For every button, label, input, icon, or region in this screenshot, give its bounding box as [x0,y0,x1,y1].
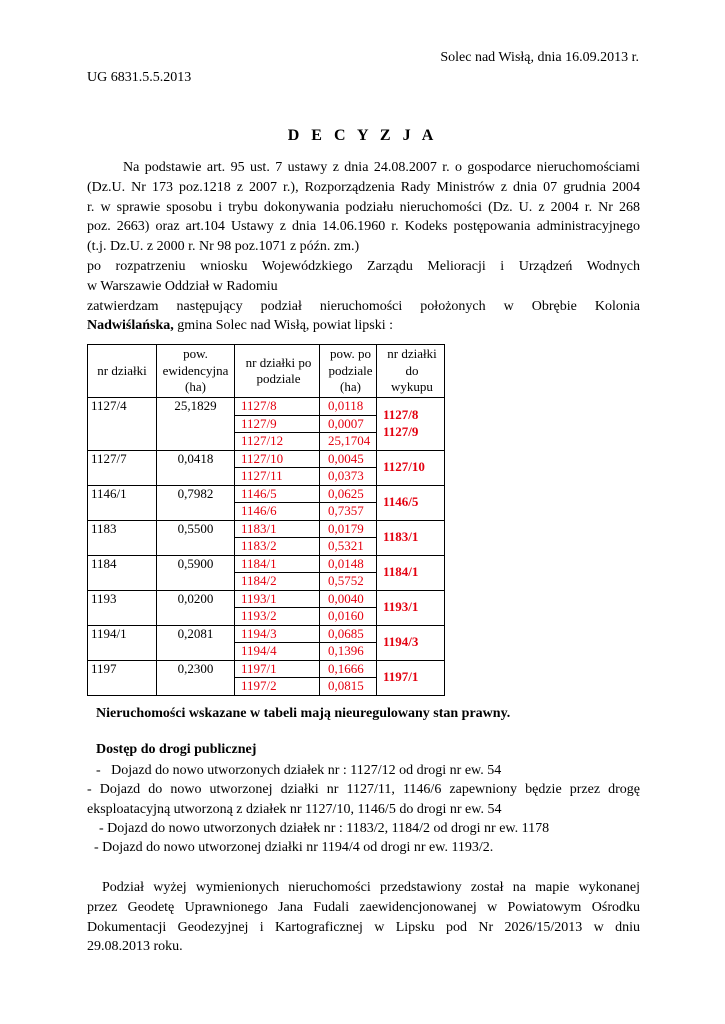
table-row [88,520,445,538]
cell-subplot-area: 0,0625 [320,485,377,503]
cell-plot-number: 1127/4 [88,398,157,451]
map-info-paragraph [87,878,640,957]
cell-subplot-area: 0,0685 [320,625,377,643]
cell-subplot-area: 0,1666 [320,660,377,678]
access-item-line: - Dojazd do nowo utworzonej działki nr 1127/11, 1146/6 zapewniony będzie przez drogę [87,782,640,797]
map-info-line: Podział wyżej wymienionych nieruchomości przedstawiony został na mapie wykonanej [102,880,640,895]
cell-subplot-number: 1127/10 [235,450,320,468]
table-row [88,660,445,678]
cell-subplot-area: 0,0007 [320,415,377,433]
cell-plot-number: 1193 [88,590,157,625]
cell-subplot-number: 1184/2 [235,573,320,591]
cell-plot-number: 1197 [88,660,157,695]
map-info-line: przez Geodetę Uprawnionego Jana Fudali zaewidencjonowanej w Powiatowym Ośrodku [87,899,640,915]
legal-basis-line: Na podstawie art. 95 ust. 7 ustawy z dnia 24.08.2007 r. o gospodarce nieruchomościami [123,160,640,175]
cell-registered-area: 0,0418 [157,450,235,485]
cell-buyout-plot: 1194/3 [377,625,445,660]
request-line-rest: gmina Solec nad Wisłą, powiat lipski : [173,318,394,334]
legal-basis-line: r. w sprawie sposobu i trybu dokonywania podziału nieruchomości (Dz. U. z 2004 r. Nr 268 [87,199,640,215]
cell-plot-number: 1183 [88,520,157,555]
table-header-row [88,345,445,398]
table-row [88,555,445,573]
cell-registered-area: 0,2081 [157,625,235,660]
legal-basis-line: (Dz.U. Nr 173 poz.1218 z 2007 r.), Rozporządzenia Rady Ministrów z dnia 07 grudnia 2004 [87,179,640,195]
request-paragraph [87,257,640,336]
cell-buyout-plot: 1193/1 [377,590,445,625]
cell-subplot-number: 1127/9 [235,415,320,433]
cell-subplot-number: 1146/5 [235,485,320,503]
cell-subplot-area: 0,0148 [320,555,377,573]
cell-subplot-area: 0,0045 [320,450,377,468]
cell-subplot-number: 1146/6 [235,503,320,521]
cell-subplot-area: 0,0160 [320,608,377,626]
cell-plot-number: 1127/7 [88,450,157,485]
cell-subplot-area: 0,5752 [320,573,377,591]
cell-subplot-number: 1183/1 [235,520,320,538]
access-item: - Dojazd do nowo utworzonych działek nr : 1183/2, 1184/2 od drogi nr ew. 1178 [99,821,550,836]
map-info-line: 29.08.2013 roku. [87,939,183,955]
cell-buyout-plot: 1183/1 [377,520,445,555]
map-info-line: Dokumentacji Geodezyjnej i Kartograficznej w Lipsku pod Nr 2026/15/2013 w dniu [87,919,640,935]
cell-registered-area: 25,1829 [157,398,235,451]
precinct-name: Nadwiślańska, [87,318,174,334]
header-buyout-plot: nr działki do wykupu [377,345,445,398]
place-date: Solec nad Wisłą, dnia 16.09.2013 r. [440,50,639,65]
cell-subplot-number: 1197/2 [235,678,320,696]
cell-subplot-area: 0,0373 [320,468,377,486]
legal-basis-paragraph [87,158,640,257]
header-subplot-number: nr działki po podziale [235,345,320,398]
case-number: UG 6831.5.5.2013 [87,70,192,85]
table-row [88,398,445,416]
cell-buyout-plot: 1184/1 [377,555,445,590]
table-row [88,625,445,643]
cell-subplot-area: 0,0118 [320,398,377,416]
cell-subplot-number: 1127/12 [235,433,320,451]
cell-subplot-area: 0,5321 [320,538,377,556]
request-line: w Warszawie Oddział w Radomiu [87,278,278,294]
cell-registered-area: 0,7982 [157,485,235,520]
public-road-access-heading: Dostęp do drogi publicznej [96,742,257,757]
cell-subplot-number: 1193/2 [235,608,320,626]
request-line: zatwierdzam następujący podział nieruchomości położonych w Obrębie Kolonia [87,298,640,314]
header-subplot-area: pow. po podziale (ha) [320,345,377,398]
plots-division-table [87,344,445,696]
cell-subplot-number: 1193/1 [235,590,320,608]
access-item: - Dojazd do nowo utworzonej działki nr 1194/4 od drogi nr ew. 1193/2. [94,840,494,855]
cell-plot-number: 1184 [88,555,157,590]
header-plot-number: nr działki [88,345,157,398]
cell-subplot-number: 1184/1 [235,555,320,573]
cell-buyout-plot: 1197/1 [377,660,445,695]
cell-subplot-area: 0,1396 [320,643,377,661]
document-title: D E C Y Z J A [287,127,438,144]
cell-subplot-area: 0,0815 [320,678,377,696]
legal-basis-line: poz. 2663) oraz art.104 Ustawy z dnia 14.06.1960 r. Kodeks postępowania administracyjnego [87,219,640,235]
cell-subplot-number: 1127/11 [235,468,320,486]
cell-subplot-area: 0,0040 [320,590,377,608]
table-row [88,590,445,608]
access-item: - Dojazd do nowo utworzonych działek nr : 1127/12 od drogi nr ew. 54 [96,763,502,778]
cell-plot-number: 1194/1 [88,625,157,660]
cell-buyout-plot: 1127/10 [377,450,445,485]
table-row [88,450,445,468]
cell-registered-area: 0,0200 [157,590,235,625]
cell-registered-area: 0,2300 [157,660,235,695]
request-line [87,316,640,336]
cell-buyout-plot: 1127/8 1127/9 [377,398,445,451]
access-item-line: eksploatacyjną utworzoną z działek nr 1127/10, 1146/5 do drogi nr ew. 54 [87,801,502,817]
access-item [87,780,640,820]
cell-subplot-number: 1194/4 [235,643,320,661]
table-row [88,485,445,503]
cell-subplot-area: 25,1704 [320,433,377,451]
cell-subplot-number: 1197/1 [235,660,320,678]
cell-subplot-area: 0,0179 [320,520,377,538]
cell-subplot-area: 0,7357 [320,503,377,521]
cell-subplot-number: 1127/8 [235,398,320,416]
legal-basis-line: (t.j. Dz.U. z 2000 r. Nr 98 poz.1071 z późn. zm.) [87,239,360,255]
request-line: po rozpatrzeniu wniosku Wojewódzkiego Zarządu Melioracji i Urządzeń Wodnych [87,259,640,274]
cell-subplot-number: 1183/2 [235,538,320,556]
cell-subplot-number: 1194/3 [235,625,320,643]
unregulated-status-note: Nieruchomości wskazane w tabeli mają nieuregulowany stan prawny. [96,706,511,721]
header-registered-area: pow. ewidencyjna (ha) [157,345,235,398]
cell-plot-number: 1146/1 [88,485,157,520]
cell-registered-area: 0,5900 [157,555,235,590]
cell-registered-area: 0,5500 [157,520,235,555]
cell-buyout-plot: 1146/5 [377,485,445,520]
